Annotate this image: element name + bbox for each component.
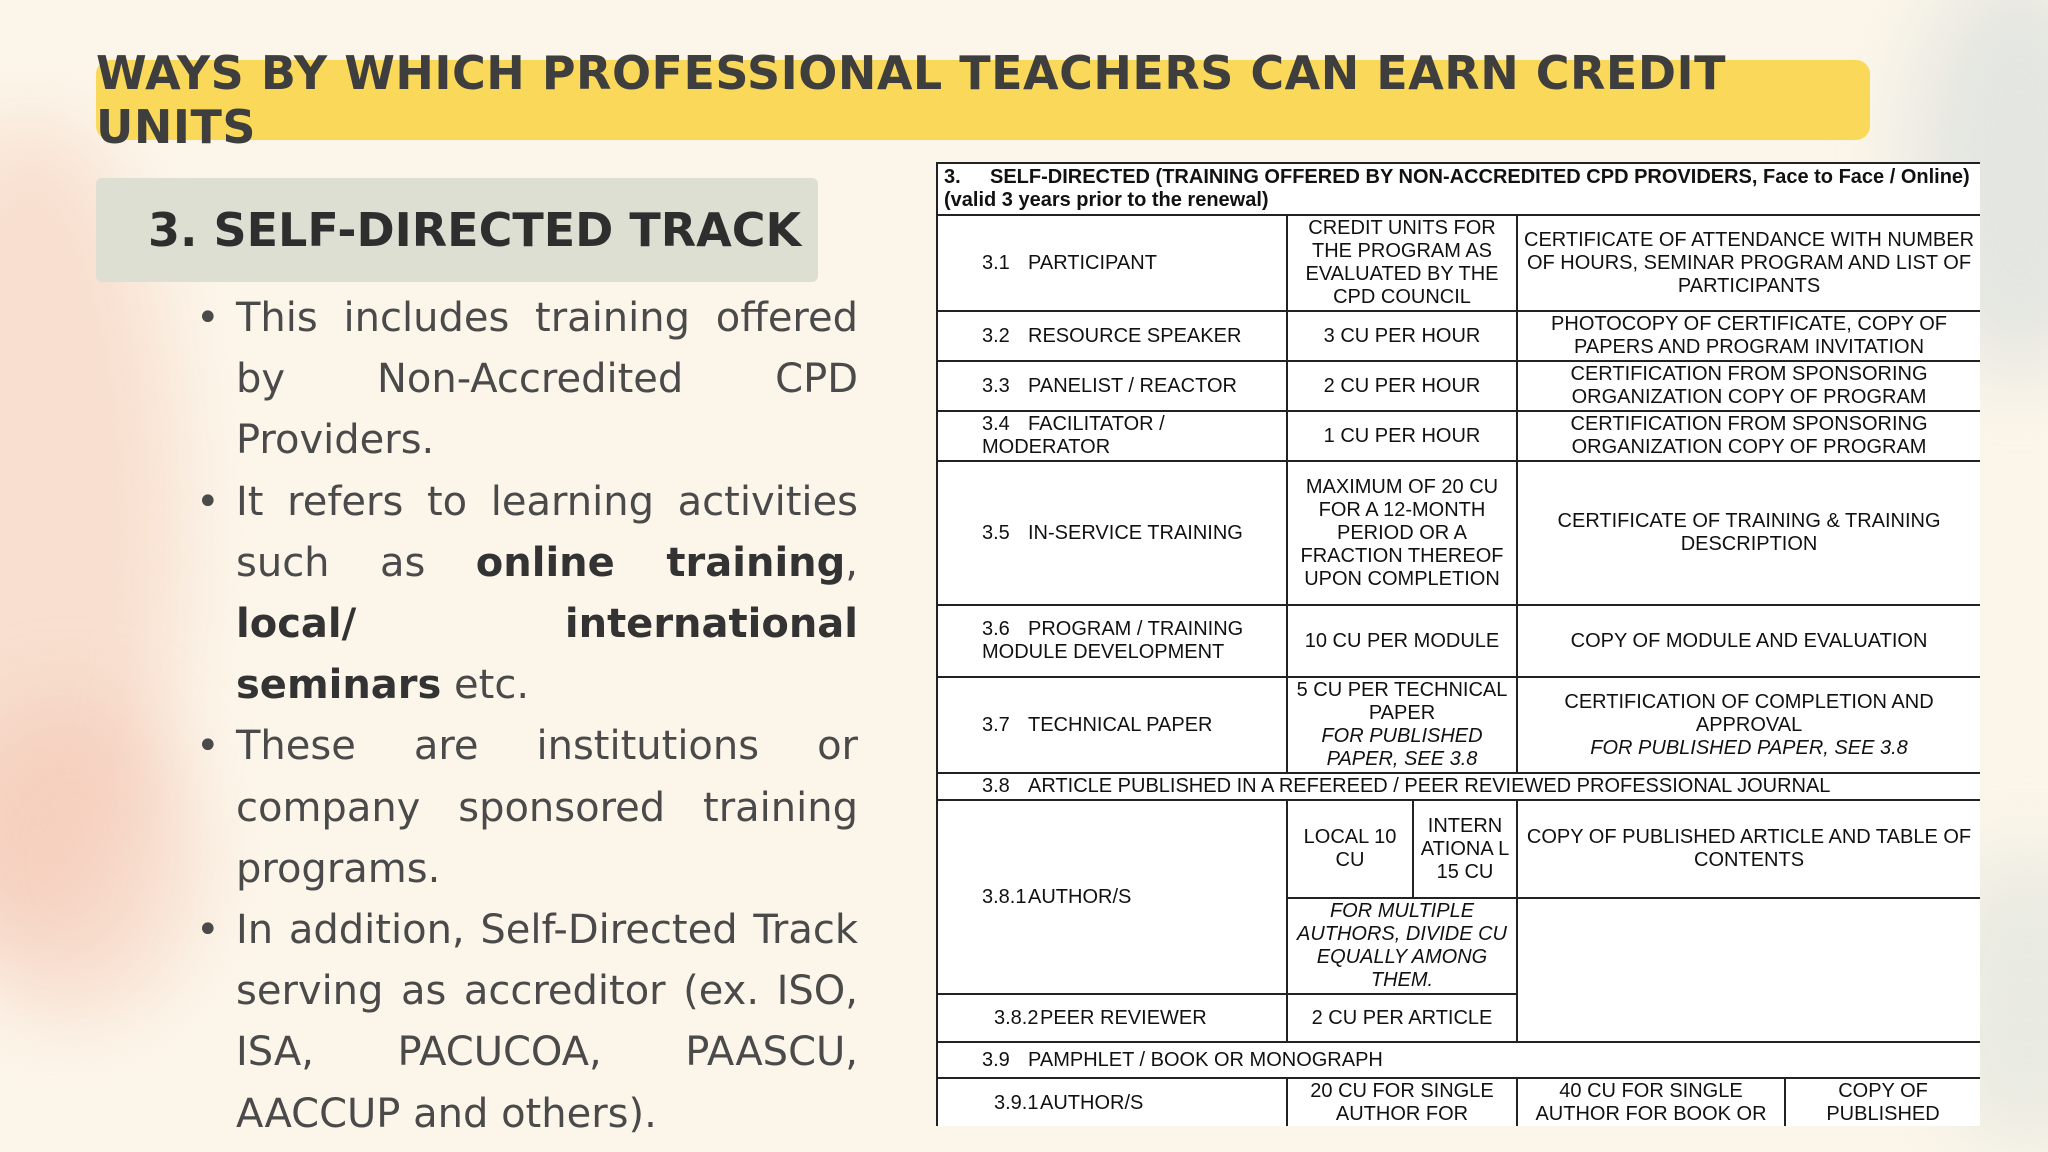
row-label: ARTICLE PUBLISHED IN A REFEREED / PEER REVIEWED PROFESSIONAL JOURNAL — [1028, 775, 1831, 797]
bullet-list — [190, 288, 858, 1145]
cpd-table-image — [936, 162, 1980, 1126]
row-label: AUTHOR/S — [1040, 1091, 1144, 1114]
bullet-item-1 — [190, 288, 858, 472]
credit-units-cell: 20 CU FOR SINGLE AUTHOR FOR — [1287, 1078, 1517, 1126]
slide-title: WAYS BY WHICH PROFESSIONAL TEACHERS CAN EARN CREDIT UNITS — [96, 46, 1726, 154]
table-row — [937, 411, 1980, 461]
bullet-text-2-pre: It refers to learning activities such as — [236, 478, 858, 586]
table-header-row — [937, 163, 1980, 215]
slide-title-bar — [96, 46, 1870, 154]
row-number: 3.9 — [982, 1048, 1010, 1071]
row-label-cell — [937, 800, 1287, 994]
row-label: PEER REVIEWER — [1040, 1006, 1207, 1029]
requirements-cell: CERTIFICATE OF ATTENDANCE WITH NUMBER OF HOURS, SEMINAR PROGRAM AND LIST OF PARTICIPANTS — [1517, 215, 1980, 311]
table-row — [937, 461, 1980, 605]
row-label: AUTHOR/S — [1028, 885, 1132, 908]
row-number: 3.3 — [982, 374, 1010, 397]
row-label: IN-SERVICE TRAINING — [1028, 521, 1243, 544]
row-number: 3.2 — [982, 324, 1010, 347]
table-header-cell — [937, 163, 1980, 215]
row-label-cell — [937, 461, 1287, 605]
credit-units-text: 5 CU PER TECHNICAL PAPER — [1296, 679, 1508, 724]
credit-units-cell: 2 CU PER ARTICLE — [1287, 994, 1517, 1042]
row-label-cell — [937, 1078, 1287, 1126]
row-label-cell — [937, 215, 1287, 311]
row-number: 3.9.1 — [994, 1091, 1039, 1114]
row-label-cell — [937, 1042, 1980, 1078]
bullet-bold-online-training: online training — [475, 539, 846, 586]
bullet-item-4 — [190, 900, 858, 1145]
row-label-cell — [937, 411, 1287, 461]
requirements-cell: CERTIFICATE OF TRAINING & TRAINING DESCRIPTION — [1517, 461, 1980, 605]
row-label-cell — [937, 994, 1287, 1042]
row-label: PANELIST / REACTOR — [1028, 374, 1237, 397]
multiple-authors-note: FOR MULTIPLE AUTHORS, DIVIDE CU EQUALLY AMONG THEM. — [1287, 898, 1517, 994]
row-label-cell — [937, 605, 1287, 677]
credit-units-cell: MAXIMUM OF 20 CU FOR A 12-MONTH PERIOD OR A FRACTION THEREOF UPON COMPLETION — [1287, 461, 1517, 605]
track-heading-box — [96, 178, 818, 282]
credit-units-note: FOR PUBLISHED PAPER, SEE 3.8 — [1321, 725, 1483, 770]
row-label-cell — [937, 311, 1287, 361]
row-number: 3.8.2 — [994, 1006, 1039, 1029]
requirements-text: CERTIFICATION OF COMPLETION AND APPROVAL — [1564, 690, 1934, 736]
credit-units-book-cell: 40 CU FOR SINGLE AUTHOR FOR BOOK OR — [1517, 1078, 1785, 1126]
bullet-text-2-mid: , — [845, 539, 858, 586]
table-row — [937, 311, 1980, 361]
requirements-note: FOR PUBLISHED PAPER, SEE 3.8 — [1590, 736, 1908, 759]
credit-units-cell — [1287, 677, 1517, 773]
header-number: 3. — [944, 166, 961, 188]
row-number: 3.1 — [982, 251, 1010, 274]
requirements-cell: COPY OF PUBLISHED ARTICLE AND TABLE OF CONTENTS — [1517, 800, 1980, 898]
row-number: 3.8.1 — [982, 885, 1027, 908]
bullet-text-3: These are institutions or company sponsored training programs. — [236, 723, 858, 892]
bullet-bold-seminars: local/ international seminars — [236, 601, 858, 709]
requirements-cell: COPY OF MODULE AND EVALUATION — [1517, 605, 1980, 677]
row-label: TECHNICAL PAPER — [1028, 713, 1213, 736]
row-number: 3.4 — [982, 413, 1010, 435]
table-row — [937, 677, 1980, 773]
track-heading: 3. SELF-DIRECTED TRACK — [148, 203, 802, 257]
bullet-item-3 — [190, 716, 858, 900]
table-row — [937, 773, 1980, 800]
row-label: PARTICIPANT — [1028, 251, 1157, 274]
credit-units-cell: 3 CU PER HOUR — [1287, 311, 1517, 361]
row-number: 3.7 — [982, 713, 1010, 736]
credit-units-cell: CREDIT UNITS FOR THE PROGRAM AS EVALUATED BY THE CPD COUNCIL — [1287, 215, 1517, 311]
credit-units-cell: 10 CU PER MODULE — [1287, 605, 1517, 677]
requirements-cell: PHOTOCOPY OF CERTIFICATE, COPY OF PAPERS AND PROGRAM INVITATION — [1517, 311, 1980, 361]
row-number: 3.6 — [982, 618, 1010, 640]
requirements-cell — [1517, 677, 1980, 773]
row-number: 3.8 — [982, 775, 1010, 797]
bullet-text-2-post: etc. — [441, 662, 530, 709]
local-cu-cell: LOCAL 10 CU — [1287, 800, 1413, 898]
credit-units-cell: 2 CU PER HOUR — [1287, 361, 1517, 411]
header-text: SELF-DIRECTED (TRAINING OFFERED BY NON-ACCREDITED CPD PROVIDERS, Face to Face / Online) (valid 3 years prior to the renewal) — [944, 166, 1970, 211]
row-label-cell — [937, 677, 1287, 773]
table-row — [937, 1042, 1980, 1078]
row-label-cell — [937, 361, 1287, 411]
requirements-cell: CERTIFICATION FROM SPONSORING ORGANIZATION COPY OF PROGRAM — [1517, 361, 1980, 411]
row-label: PAMPHLET / BOOK OR MONOGRAPH — [1028, 1048, 1383, 1071]
table-row — [937, 605, 1980, 677]
cpd-table — [936, 162, 1980, 1126]
bullet-text-4: In addition, Self-Directed Track serving as accreditor (ex. ISO, ISA, PACUCOA, PAASCU, AACCUP and others). — [236, 907, 858, 1137]
row-label: FACILITATOR / MODERATOR — [982, 413, 1165, 458]
requirements-cell: COPY OF PUBLISHED — [1785, 1078, 1980, 1126]
row-label: PROGRAM / TRAINING MODULE DEVELOPMENT — [982, 618, 1244, 663]
table-row — [937, 361, 1980, 411]
bullet-item-2 — [190, 472, 858, 717]
table-row — [937, 800, 1980, 898]
row-label: RESOURCE SPEAKER — [1028, 324, 1242, 347]
row-number: 3.5 — [982, 521, 1010, 544]
credit-units-cell: 1 CU PER HOUR — [1287, 411, 1517, 461]
table-row — [937, 215, 1980, 311]
table-row — [937, 1078, 1980, 1126]
requirements-cell: CERTIFICATION FROM SPONSORING ORGANIZATION COPY OF PROGRAM — [1517, 411, 1980, 461]
empty-requirements-cell — [1517, 898, 1980, 1042]
row-label-cell — [937, 773, 1980, 800]
bullet-text-1: This includes training offered by Non-Accredited CPD Providers. — [236, 295, 858, 464]
international-cu-cell: INTERN ATIONA L 15 CU — [1413, 800, 1517, 898]
